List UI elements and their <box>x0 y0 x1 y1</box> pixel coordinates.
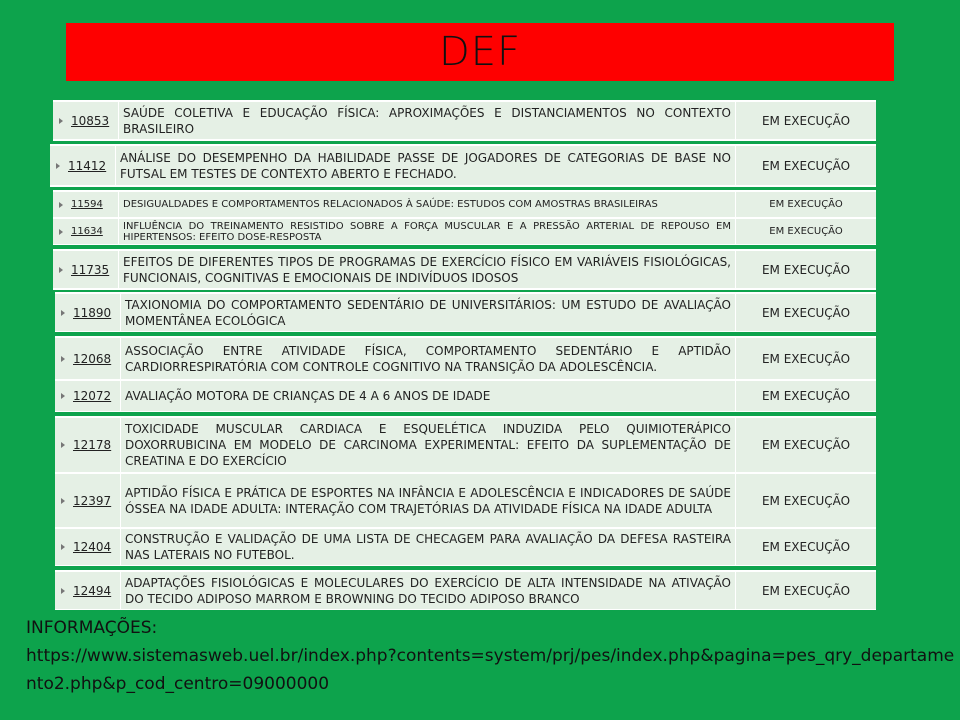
project-title: ANÁLISE DO DESEMPENHO DA HABILIDADE PASSE DE JOGADORES DE CATEGORIAS DE BASE NO FUTSAL EM TESTES DE CONTEXTO ABERTO E FECHADO. <box>116 146 736 185</box>
row-lead <box>55 474 121 527</box>
status-label: EM EXECUÇÃO <box>761 583 851 598</box>
project-title: APTIDÃO FÍSICA E PRÁTICA DE ESPORTES NA INFÂNCIA E ADOLESCÊNCIA E INDICADORES DE SAÚDE ÓSSEA NA IDADE ADULTA: INTERAÇÃO COM TRAJETÓRIAS DA ATIVIDADE FÍSICA NA IDADE ADULTA <box>121 474 736 527</box>
expand-arrow-icon[interactable] <box>59 118 63 124</box>
row-lead <box>55 381 121 411</box>
project-code-link[interactable]: 11890 <box>73 305 112 320</box>
project-title: CONSTRUÇÃO E VALIDAÇÃO DE UMA LISTA DE CHECAGEM PARA AVALIAÇÃO DA DEFESA RASTEIRA NAS LATERAIS NO FUTEBOL. <box>121 529 736 565</box>
project-code-link[interactable]: 10853 <box>71 113 110 128</box>
project-title: TAXIONOMIA DO COMPORTAMENTO SEDENTÁRIO DE UNIVERSITÁRIOS: UM ESTUDO DE AVALIAÇÃO MOMENTÂNEA ECOLÓGICA <box>121 294 736 331</box>
project-code-link[interactable]: 11735 <box>71 262 110 277</box>
row-lead <box>53 102 119 139</box>
status-label: EM EXECUÇÃO <box>761 158 851 173</box>
status-label: EM EXECUÇÃO <box>761 305 851 320</box>
table-row <box>55 294 876 332</box>
expand-arrow-icon[interactable] <box>61 310 65 316</box>
status-label: EM EXECUÇÃO <box>761 540 851 554</box>
screenshot-panel <box>55 292 876 332</box>
expand-arrow-icon[interactable] <box>61 498 65 504</box>
table-row <box>55 418 876 473</box>
project-title: INFLUÊNCIA DO TREINAMENTO RESISTIDO SOBRE A FORÇA MUSCULAR E A PRESSÃO ARTERIAL DE REPOUSO EM HIPERTENSOS: EFEITO DOSE-RESPOSTA <box>119 219 736 244</box>
expand-arrow-icon[interactable] <box>61 393 65 399</box>
project-title: SAÚDE COLETIVA E EDUCAÇÃO FÍSICA: APROXIMAÇÕES E DISTANCIAMENTOS NO CONTEXTO BRASILEIRO <box>119 102 736 139</box>
status-label: EM EXECUÇÃO <box>769 199 843 210</box>
table-row <box>55 381 876 412</box>
page-title: DEF <box>438 29 522 75</box>
table-row <box>50 146 876 186</box>
row-lead <box>55 338 121 379</box>
expand-arrow-icon[interactable] <box>59 267 63 273</box>
table-row <box>55 529 876 566</box>
status-label: EM EXECUÇÃO <box>761 493 851 508</box>
status-label: EM EXECUÇÃO <box>761 351 851 366</box>
project-code-link[interactable]: 12178 <box>73 438 112 452</box>
project-title: TOXICIDADE MUSCULAR CARDIACA E ESQUELÉTICA INDUZIDA PELO QUIMIOTERÁPICO DOXORRUBICINA EM MODELO DE CARCINOMA EXPERIMENTAL: EFEITO DA SUPLEMENTAÇÃO DE CREATINA E DO EXERCÍCIO <box>121 418 736 472</box>
expand-arrow-icon[interactable] <box>59 202 63 208</box>
project-title: AVALIAÇÃO MOTORA DE CRIANÇAS DE 4 A 6 ANOS DE IDADE <box>121 381 736 411</box>
info-block <box>26 614 956 698</box>
table-row <box>55 474 876 528</box>
project-code-link[interactable]: 11594 <box>71 199 103 210</box>
table-row <box>53 192 876 218</box>
expand-arrow-icon[interactable] <box>61 544 65 550</box>
table-row <box>55 572 876 610</box>
status-label: EM EXECUÇÃO <box>761 438 851 452</box>
project-code-link[interactable]: 12072 <box>73 389 112 403</box>
project-code-link[interactable]: 11412 <box>68 158 107 173</box>
screenshot-panel <box>53 190 876 245</box>
row-lead <box>55 294 121 331</box>
title-banner <box>66 23 894 81</box>
table-row <box>53 102 876 140</box>
expand-arrow-icon[interactable] <box>61 442 65 448</box>
screenshot-panel <box>50 144 876 187</box>
row-lead <box>55 572 121 609</box>
row-lead <box>53 192 119 217</box>
row-lead <box>53 219 119 244</box>
row-lead <box>53 251 119 288</box>
row-lead <box>55 529 121 565</box>
info-url: https://www.sistemasweb.uel.br/index.php?contents=system/prj/pes/index.php&pagina=pes_qry_departamento2.php&p_cod_centro=09000000 <box>26 646 955 694</box>
table-row <box>53 219 876 245</box>
row-lead <box>55 418 121 472</box>
project-title: EFEITOS DE DIFERENTES TIPOS DE PROGRAMAS DE EXERCÍCIO FÍSICO EM VARIÁVEIS FISIOLÓGICAS, FUNCIONAIS, COGNITIVAS E EMOCIONAIS DE INDIVÍDUOS IDOSOS <box>119 251 736 288</box>
screenshot-panel <box>55 336 876 412</box>
row-lead <box>50 146 116 185</box>
expand-arrow-icon[interactable] <box>56 163 60 169</box>
project-title: DESIGUALDADES E COMPORTAMENTOS RELACIONADOS À SAÚDE: ESTUDOS COM AMOSTRAS BRASILEIRAS <box>119 192 736 217</box>
expand-arrow-icon[interactable] <box>59 229 63 235</box>
project-code-link[interactable]: 12404 <box>73 540 112 554</box>
project-code-link[interactable]: 12494 <box>73 583 112 598</box>
screenshot-panel <box>53 249 876 290</box>
table-row <box>55 338 876 380</box>
status-label: EM EXECUÇÃO <box>761 389 851 403</box>
info-label: INFORMAÇÕES: <box>26 618 158 638</box>
project-title: ADAPTAÇÕES FISIOLÓGICAS E MOLECULARES DO EXERCÍCIO DE ALTA INTENSIDADE NA ATIVAÇÃO DO TECIDO ADIPOSO MARROM E BROWNING DO TECIDO ADIPOSO BRANCO <box>121 572 736 609</box>
status-label: EM EXECUÇÃO <box>769 226 843 237</box>
project-code-link[interactable]: 12068 <box>73 351 112 366</box>
table-row <box>53 251 876 289</box>
project-code-link[interactable]: 12397 <box>73 493 112 508</box>
screenshot-panel <box>53 100 876 141</box>
project-title: ASSOCIAÇÃO ENTRE ATIVIDADE FÍSICA, COMPORTAMENTO SEDENTÁRIO E APTIDÃO CARDIORRESPIRATÓRIA COM CONTROLE COGNITIVO NA TRANSIÇÃO DA ADOLESCÊNCIA. <box>121 338 736 379</box>
expand-arrow-icon[interactable] <box>61 356 65 362</box>
screenshot-panel <box>55 416 876 566</box>
project-code-link[interactable]: 11634 <box>71 226 103 237</box>
status-label: EM EXECUÇÃO <box>761 113 851 128</box>
expand-arrow-icon[interactable] <box>61 588 65 594</box>
status-label: EM EXECUÇÃO <box>761 262 851 277</box>
screenshot-panel <box>55 570 876 610</box>
